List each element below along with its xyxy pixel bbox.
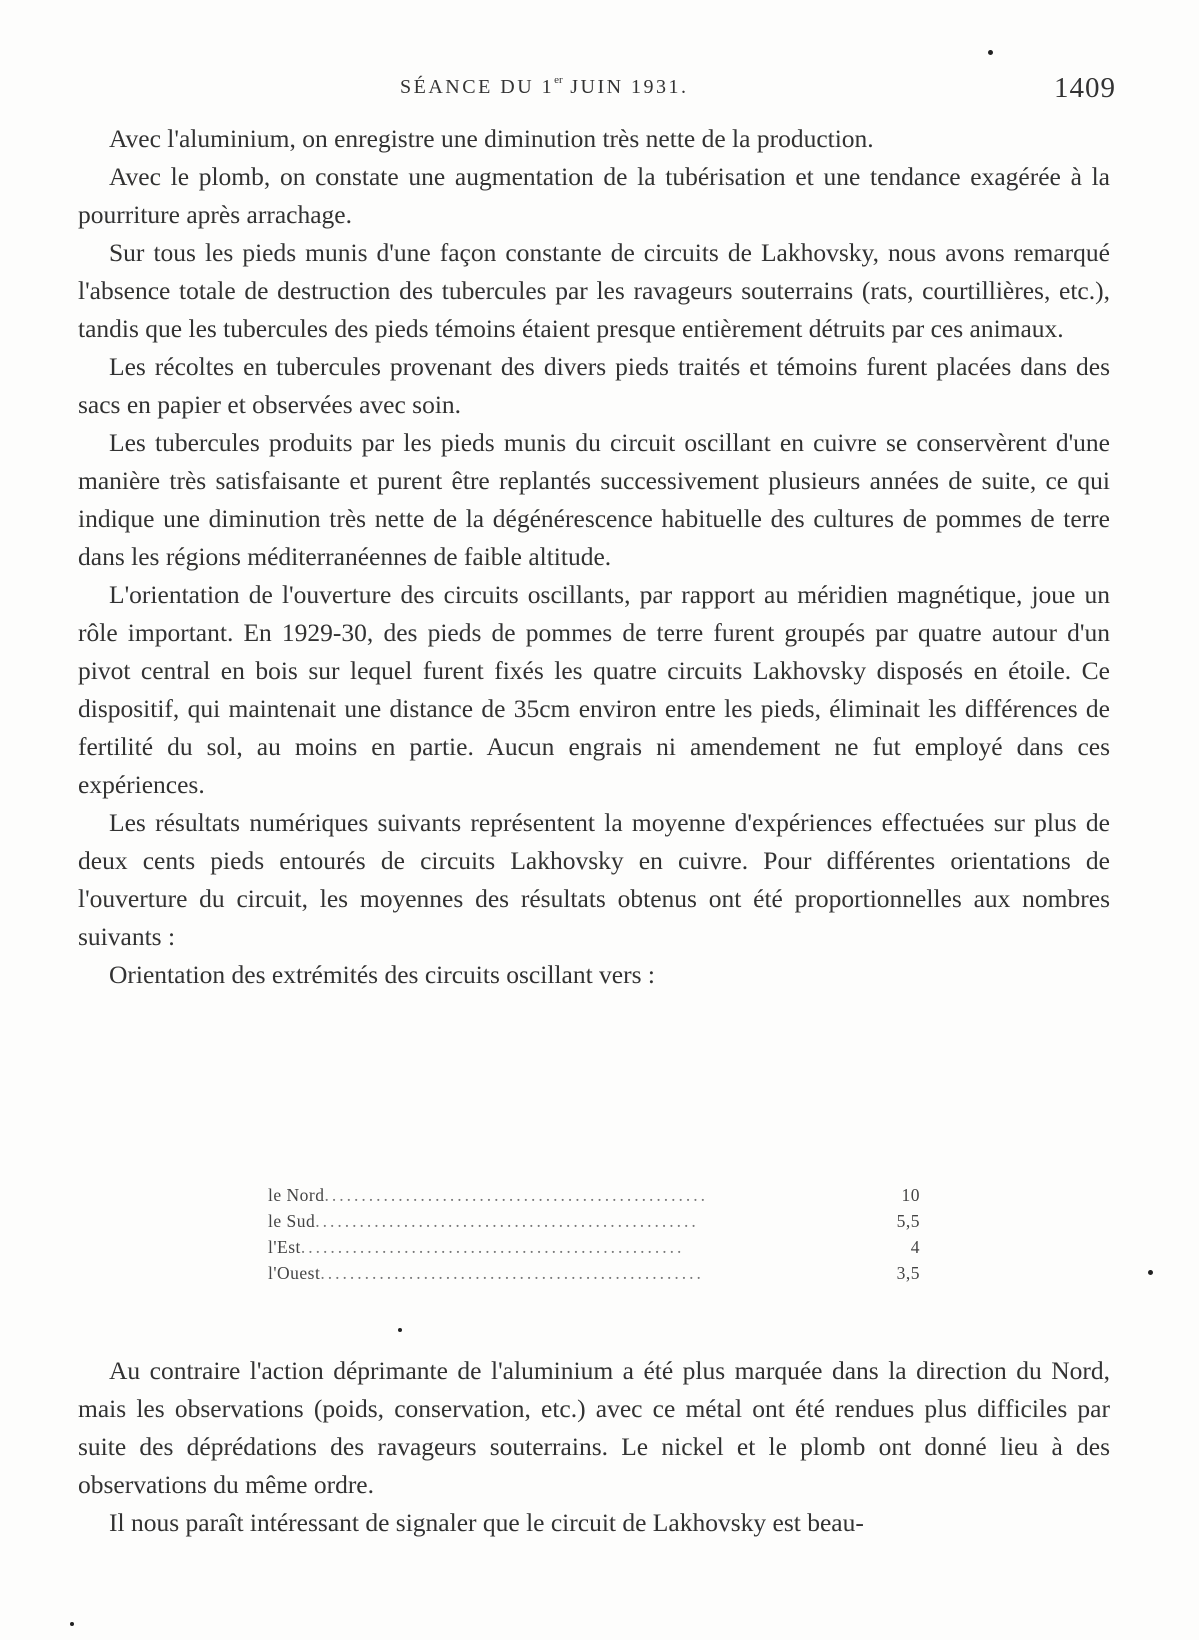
orientation-table	[268, 1185, 928, 1289]
direction-value: 4	[910, 1237, 920, 1257]
direction-label: l'Ouest	[268, 1263, 321, 1283]
paragraph: Il nous paraît intéressant de signaler que le circuit de Lakhovsky est beau-	[109, 1508, 864, 1537]
table-row	[268, 1185, 928, 1211]
table-row	[268, 1237, 928, 1263]
running-title-date: JUIN 1931.	[562, 76, 689, 98]
paragraph: Sur tous les pieds munis d'une façon constante de circuits de Lakhovsky, nous avons remarqué l'absence totale de destruction des tubercules par les ravageurs souterrains (rats, courtillières, etc.), tandis que les tubercules des pieds témoins étaient presque entièrement détruits par ces animaux.	[78, 238, 1110, 343]
paragraph: Les tubercules produits par les pieds munis du circuit oscillant en cuivre se conservèrent d'une manière très satisfaisante et purent être replantés successivement plusieurs années de suite, ce qui indique une diminution très nette de la dégénérescence habituelle des cultures de pommes de terre dans les régions méditerranéennes de faible altitude.	[78, 428, 1110, 571]
scan-speck	[988, 50, 993, 55]
paragraph: Les récoltes en tubercules provenant des divers pieds traités et témoins furent placées dans des sacs en papier et observées avec soin.	[78, 352, 1110, 419]
paragraph: Avec l'aluminium, on enregistre une diminution très nette de la production.	[109, 124, 874, 153]
direction-label: l'Est	[268, 1237, 301, 1257]
direction-value: 10	[901, 1185, 920, 1205]
paragraph: Avec le plomb, on constate une augmentation de la tubérisation et une tendance exagérée à la pourriture après arrachage.	[78, 162, 1110, 229]
paragraph: L'orientation de l'ouverture des circuits oscillants, par rapport au méridien magnétique, joue un rôle important. En 1929-30, des pieds de pommes de terre furent groupés par quatre autour d'un pivot central en bois sur lequel furent fixés les quatre circuits Lakhovsky disposés en étoile. Ce dispositif, qui maintenait une distance de 35cm environ entre les pieds, éliminait les différences de fertilité du sol, au moins en partie. Aucun engrais ni amendement ne fut employé dans ces expériences.	[78, 580, 1110, 799]
dot-leader: ....................................................	[320, 1263, 704, 1283]
table-row	[268, 1211, 928, 1237]
scan-speck	[70, 1622, 74, 1626]
page-header	[400, 72, 1120, 110]
table-row	[268, 1263, 928, 1289]
dot-leader: ....................................................	[324, 1185, 708, 1205]
paragraph: Orientation des extrémités des circuits oscillant vers :	[109, 960, 655, 989]
paragraph: Au contraire l'action déprimante de l'aluminium a été plus marquée dans la direction du Nord, mais les observations (poids, conservation, etc.) avec ce métal ont été rendues plus difficiles par suite des déprédations des ravageurs souterrains. Le nickel et le plomb ont donné lieu à des observations du même ordre.	[78, 1356, 1110, 1499]
page-number: 1409	[1054, 72, 1116, 104]
dot-leader: ....................................................	[300, 1237, 685, 1257]
direction-label: le Sud	[268, 1211, 316, 1231]
scan-speck	[398, 1328, 402, 1332]
running-title-superscript: er	[554, 74, 563, 87]
direction-value: 3,5	[896, 1263, 920, 1283]
direction-value: 5,5	[896, 1211, 920, 1231]
running-title	[400, 76, 689, 99]
direction-label: le Nord	[268, 1185, 325, 1205]
continuation-text	[78, 1352, 1110, 1542]
running-title-main: SÉANCE DU 1	[400, 76, 555, 98]
dot-leader: ....................................................	[315, 1211, 699, 1231]
main-text	[78, 120, 1110, 994]
scan-speck	[1148, 1270, 1153, 1275]
paragraph: Les résultats numériques suivants représentent la moyenne d'expériences effectuées sur plus de deux cents pieds entourés de circuits Lakhovsky en cuivre. Pour différentes orientations de l'ouverture du circuit, les moyennes des résultats obtenus ont été proportionnelles aux nombres suivants :	[78, 808, 1110, 951]
